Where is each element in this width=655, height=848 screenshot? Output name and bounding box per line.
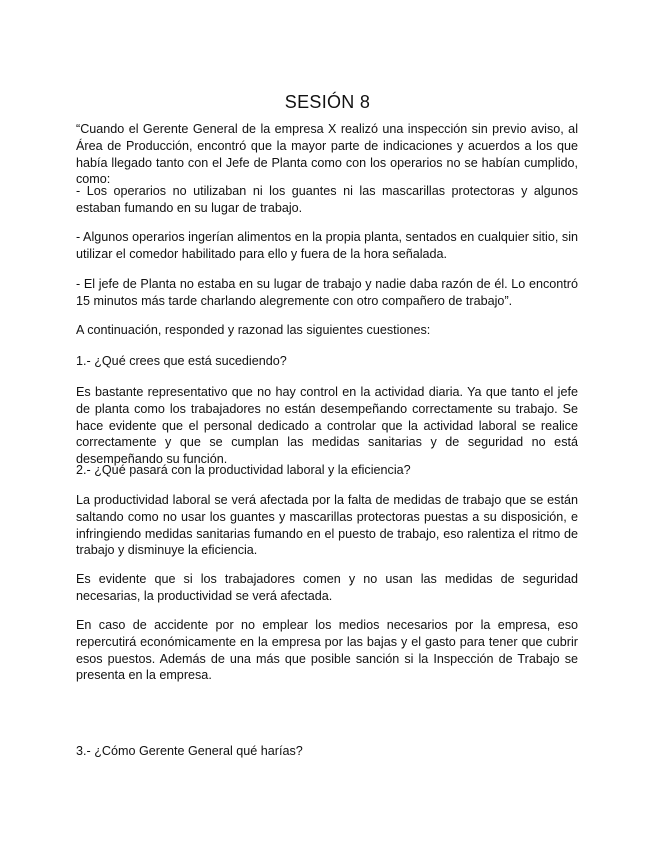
answer-2-paragraph-3: En caso de accidente por no emplear los medios necesarios por la empresa, eso repercutirá económicamente en la empresa por las bajas y el gasto para tener que cubrir esos puestos. Además de una más que posible sanción si la Inspección de Trabajo se presenta en la empresa. xyxy=(76,618,578,683)
page-title: SESIÓN 8 xyxy=(284,92,371,112)
question-2: 2.- ¿Qué pasará con la productividad laboral y la eficiencia? xyxy=(76,463,411,477)
question-1: 1.- ¿Qué crees que está sucediendo? xyxy=(76,354,287,368)
instruction-line: A continuación, responded y razonad las siguientes cuestiones: xyxy=(76,323,431,337)
intro-paragraph: “Cuando el Gerente General de la empresa X realizó una inspección sin previo aviso, al Área de Producción, encontró que la mayor parte de indicaciones y acuerdos a los que había llegado tanto con el Jefe de Planta como con los operarios no se habían cumplido, como: xyxy=(76,122,578,187)
answer-1-paragraph: Es bastante representativo que no hay control en la actividad diaria. Ya que tanto el jefe de planta como los trabajadores no están desempeñando correctamente su trabajo. Se hace evidente que el personal dedicado a controlar que la actividad laboral se realice correctamente y que se cumplan las medidas sanitarias y de seguridad no está desempeñando su función. xyxy=(76,385,578,467)
question-3: 3.- ¿Cómo Gerente General qué harías? xyxy=(76,744,303,758)
answer-2-paragraph-2: Es evidente que si los trabajadores comen y no usan las medidas de seguridad necesarias, la productividad se verá afectada. xyxy=(76,572,578,603)
bullet-paragraph-3: - El jefe de Planta no estaba en su lugar de trabajo y nadie daba razón de él. Lo encontró 15 minutos más tarde charlando alegremente con otro compañero de trabajo”. xyxy=(76,277,578,308)
answer-2-paragraph-1: La productividad laboral se verá afectada por la falta de medidas de trabajo que se están saltando como no usar los guantes y mascarillas protectoras puestas a su disposición, e infringiendo medidas sanitarias fumando en el puesto de trabajo, eso ralentiza el ritmo de trabajo y disminuye la eficiencia. xyxy=(76,493,578,558)
bullet-paragraph-2: - Algunos operarios ingerían alimentos en la propia planta, sentados en cualquier sitio, sin utilizar el comedor habilitado para ello y fuera de la hora señalada. xyxy=(76,230,578,261)
bullet-paragraph-1: - Los operarios no utilizaban ni los guantes ni las mascarillas protectoras y algunos estaban fumando en su lugar de trabajo. xyxy=(76,184,578,215)
